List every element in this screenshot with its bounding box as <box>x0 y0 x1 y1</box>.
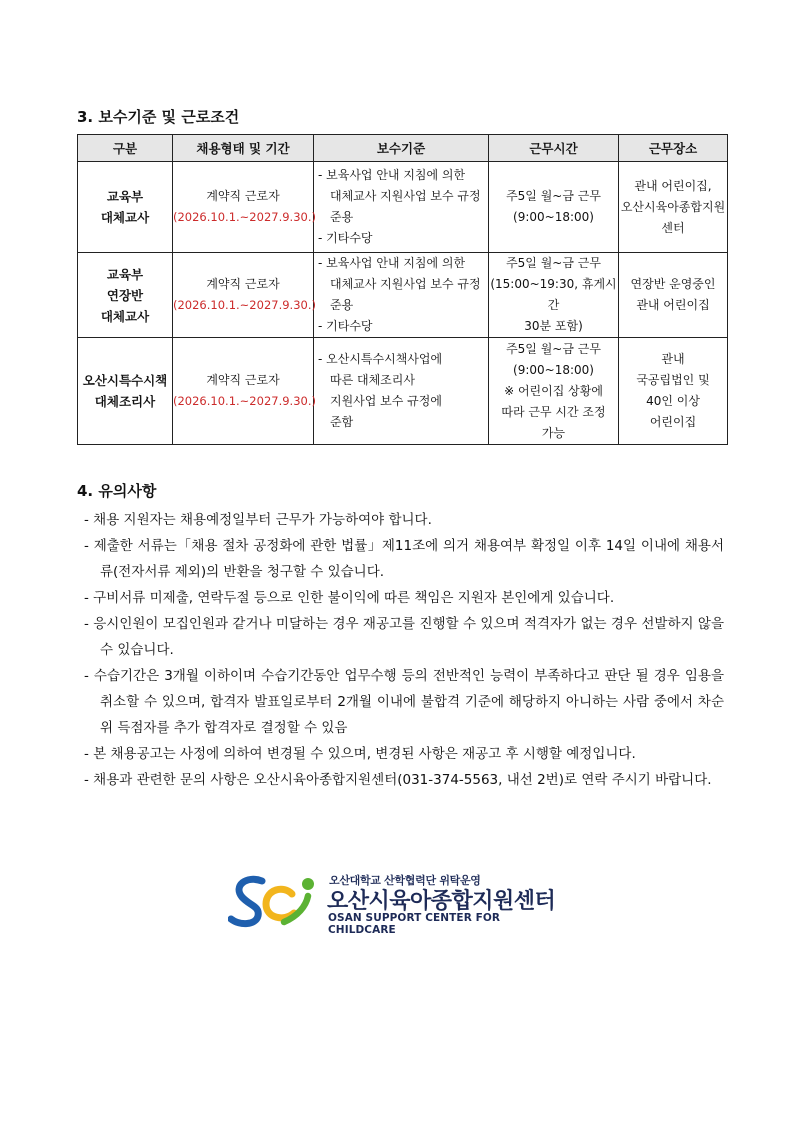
employment-type: 계약직 근로자 <box>206 277 280 291</box>
header-category: 구분 <box>78 135 173 162</box>
work-place-cell <box>619 338 728 445</box>
employment-type: 계약직 근로자 <box>206 189 280 203</box>
header-work-place: 근무장소 <box>619 135 728 162</box>
employment-type-cell <box>173 162 314 253</box>
category-line: 대체조리사 <box>94 394 156 409</box>
logo-english-name: OSAN SUPPORT CENTER FOR CHILDCARE <box>328 912 501 936</box>
table-row <box>78 253 728 338</box>
pay-line: - 기타수당 <box>318 319 373 333</box>
section-3-title: 3. 보수기준 및 근로조건 <box>77 108 240 126</box>
pay-standard-cell <box>314 253 489 338</box>
list-item: - 본 채용공고는 사정에 의하여 변경될 수 있으며, 변경된 사항은 재공고 후 시행할 예정입니다. <box>84 746 636 762</box>
place-line: 국공립법인 및 <box>636 373 710 387</box>
work-place-cell <box>619 253 728 338</box>
hours-line: ※ 어린이집 상황에 <box>504 383 603 398</box>
hours-line: (15:00~19:30, 휴게시간 <box>490 277 617 312</box>
pay-line: 대체교사 지원사업 보수 규정 <box>330 277 481 291</box>
work-hours-cell <box>489 162 619 253</box>
category-cell <box>78 162 173 253</box>
category-cell <box>78 253 173 338</box>
list-item: - 응시인원이 모집인원과 같거나 미달하는 경우 재공고를 진행할 수 있으며 적격자가 없는 경우 선발하지 않을 수 있습니다. <box>84 616 724 658</box>
header-work-hours: 근무시간 <box>489 135 619 162</box>
hours-line: 30분 포함) <box>524 319 583 333</box>
place-line: 어린이집 <box>649 415 697 429</box>
pay-line: 대체교사 지원사업 보수 규정 <box>330 189 481 203</box>
contract-period: (2026.10.1.~2027.9.30.) <box>173 298 316 312</box>
category-line: 연장반 <box>106 287 144 303</box>
pay-line: - 기타수당 <box>318 231 373 245</box>
place-line: 센터 <box>661 220 685 235</box>
pay-standard-cell <box>314 162 489 253</box>
category-line: 대체교사 <box>100 308 150 324</box>
category-cell <box>78 338 173 445</box>
center-logo-mark-icon <box>228 872 324 928</box>
employment-type: 계약직 근로자 <box>206 373 280 387</box>
list-item: - 제출한 서류는「채용 절차 공정화에 관한 법률」제11조에 의거 채용여부 확정일 이후 14일 이내에 채용서류(전자서류 제외)의 반환을 청구할 수 있습니다. <box>84 538 724 580</box>
table-row <box>78 162 728 253</box>
header-pay-standard: 보수기준 <box>314 135 489 162</box>
notice-list <box>84 507 724 793</box>
employment-type-cell <box>173 338 314 445</box>
center-logo <box>228 870 568 936</box>
category-line: 교육부 <box>106 189 144 204</box>
header-employment-type: 채용형태 및 기간 <box>173 135 314 162</box>
category-line: 오산시특수시책 <box>82 373 168 388</box>
pay-line: 따른 대체조리사 <box>330 373 415 387</box>
place-line: 관내 <box>661 352 685 366</box>
work-place-cell <box>619 162 728 253</box>
category-line: 교육부 <box>106 266 144 282</box>
work-hours-cell <box>489 253 619 338</box>
list-item: - 채용과 관련한 문의 사항은 오산시육아종합지원센터(031-374-5563, 내선 2번)로 연락 주시기 바랍니다. <box>84 772 712 788</box>
hours-line: (9:00~18:00) <box>513 362 594 377</box>
hours-line: 주5일 월~금 근무 <box>506 189 601 203</box>
list-item: - 채용 지원자는 채용예정일부터 근무가 가능하여야 합니다. <box>84 512 432 528</box>
pay-line: 준용 <box>330 298 354 312</box>
pay-conditions-table <box>77 134 728 445</box>
logo-subtitle: 오산대학교 산학협력단 위탁운영 <box>329 874 481 887</box>
place-line: 관내 어린이집 <box>636 298 710 312</box>
category-line: 대체교사 <box>100 210 150 225</box>
logo-title: 오산시육아종합지원센터 <box>327 889 556 914</box>
table-row <box>78 338 728 445</box>
pay-line: 준함 <box>330 415 354 429</box>
place-line: 연장반 운영중인 <box>630 277 716 291</box>
pay-line: - 보육사업 안내 지침에 의한 <box>318 168 466 182</box>
list-item: - 구비서류 미제출, 연락두절 등으로 인한 불이익에 따른 책임은 지원자 본인에게 있습니다. <box>84 590 615 606</box>
pay-standard-cell <box>314 338 489 445</box>
place-line: 40인 이상 <box>646 394 700 408</box>
pay-line: 준용 <box>330 210 354 224</box>
hours-line: 가능 <box>541 425 566 440</box>
hours-line: (9:00~18:00) <box>513 210 594 224</box>
hours-line: 따라 근무 시간 조정 <box>501 404 606 419</box>
table-header-row <box>78 135 728 162</box>
employment-type-cell <box>173 253 314 338</box>
pay-line: 지원사업 보수 규정에 <box>330 394 442 408</box>
section-4-title: 4. 유의사항 <box>77 482 157 500</box>
contract-period: (2026.10.1.~2027.9.30.) <box>173 210 316 224</box>
pay-line: - 오산시특수시책사업에 <box>318 352 443 366</box>
contract-period: (2026.10.1.~2027.9.30.) <box>173 394 316 408</box>
list-item: - 수습기간은 3개월 이하이며 수습기간동안 업무수행 등의 전반적인 능력이 부족하다고 판단 될 경우 임용을 취소할 수 있으며, 합격자 발표일로부터 2개월 이내에 불합격 기준에 해당하지 아니하는 사람 중에서 차순위 득점자를 추가 합격자로 결정할 수 있음 <box>84 668 724 736</box>
hours-line: 주5일 월~금 근무 <box>506 341 601 356</box>
hours-line: 주5일 월~금 근무 <box>506 256 601 270</box>
place-line: 관내 어린이집, <box>634 178 712 193</box>
place-line: 오산시육아종합지원 <box>620 199 726 214</box>
work-hours-cell <box>489 338 619 445</box>
pay-line: - 보육사업 안내 지침에 의한 <box>318 256 466 270</box>
